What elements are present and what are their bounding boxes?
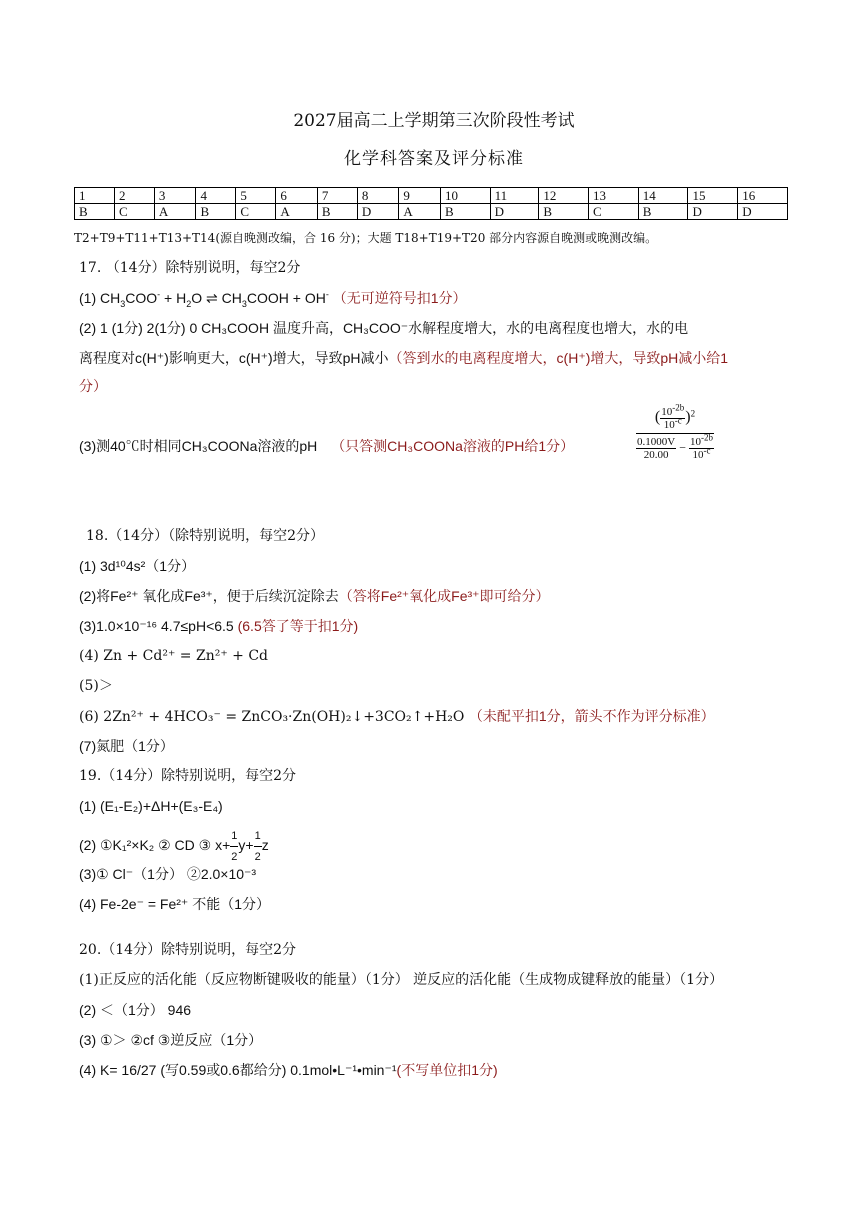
q20-p4-note: (不写单位扣1分): [396, 1062, 498, 1078]
q18-p6-note: （未配平扣1分，箭头不作为评分标准）: [468, 708, 715, 724]
answer-table-answer-cell: C: [589, 204, 639, 220]
q18-part7: (7)氮肥（1分）: [79, 738, 174, 754]
formula-text: -c: [703, 445, 711, 456]
answer-table-number-row: [75, 188, 788, 204]
answer-table-number-cell: 10: [440, 188, 490, 204]
q19-p2-text: z: [261, 837, 269, 854]
q17-p3-text: (3)测40℃时相同CH₃COONa溶液的pH: [79, 438, 318, 454]
q18-p2-note: （答将Fe²⁺氧化成Fe³⁺即可给分）: [338, 588, 550, 604]
source-note: T2+T9+T11+T13+T14(源自晚测改编，合 16 分)；大题 T18+T19+T20 部分内容源自晚测或晚测改编。: [74, 231, 658, 245]
q17-part1: (1) $CH_3COO^- + H_2O$ ⇌ $CH_3COOH + OH^-$ （无可逆符号扣1分）: [79, 289, 467, 309]
q18-part6: [79, 706, 715, 727]
answer-table-answer-cell: B: [196, 204, 236, 220]
q18-p6-text: (6) 2Zn²⁺ + 4HCO₃⁻ = ZnCO₃·Zn(OH)₂↓+3CO₂↑+H₂O: [79, 709, 465, 725]
q17-p2-note: （答到水的电离程度增大，c(H⁺)增大，导致pH减小给1: [388, 350, 729, 366]
answer-table-number-cell: 12: [539, 188, 589, 204]
formula-text: -c: [674, 415, 682, 426]
q17-p1-text: O ⇌ CH: [191, 290, 242, 306]
q17-p1-note: （无可逆符号扣1分）: [332, 290, 467, 306]
answer-table-answer-cell: B: [638, 204, 688, 220]
q17-part2-line2: [79, 348, 728, 368]
answer-table-number-cell: 1: [75, 188, 115, 204]
formula-text: 10: [689, 436, 701, 448]
answer-table-number-cell: 15: [688, 188, 738, 204]
q17-part2-line3: 分）: [79, 378, 107, 394]
answer-table-number-cell: 5: [236, 188, 276, 204]
q18-part4: (4) Zn + Cd²⁺ = Zn²⁺ + Cd: [79, 648, 269, 664]
q18-part5: (5)＞: [79, 678, 113, 694]
q20-part3: (3) ①＞ ②cf ③逆反应（1分）: [79, 1032, 263, 1048]
q20-p4-text: (4) K= 16/27 (写0.59或0.6都给分) 0.1mol•L⁻¹•min⁻¹: [79, 1062, 397, 1078]
answer-table-number-cell: 2: [114, 188, 154, 204]
answer-table-number-cell: 7: [317, 188, 357, 204]
formula-text: 1: [230, 826, 238, 847]
q18-part3: [79, 616, 358, 636]
formula-text: −: [679, 440, 686, 455]
answer-table-answer-cell: B: [440, 204, 490, 220]
formula-text: 10: [692, 449, 704, 461]
answer-table-answer-cell: A: [154, 204, 196, 220]
q18-p3-note: (6.5答了等于扣1分): [237, 618, 359, 634]
answer-table-number-cell: 9: [399, 188, 441, 204]
formula-text: -2b: [700, 432, 713, 443]
q19-part1: (1) (E₁-E₂)+ΔH+(E₃-E₄): [79, 798, 223, 814]
answer-table-answer-cell: B: [539, 204, 589, 220]
q18-heading: 18.（14分）（除特别说明，每空2分）: [86, 528, 324, 544]
q20-part4: [79, 1060, 498, 1080]
answer-table-answer-cell: B: [75, 204, 115, 220]
formula-text: 10: [661, 406, 673, 418]
answer-table: [74, 187, 788, 220]
q20-part1: (1)正反应的活化能（反应物断键吸收的能量）（1分） 逆反应的活化能（生成物成键释放的能量）（1分）: [79, 972, 724, 988]
q19-part4: (4) Fe-2e⁻ = Fe²⁺ 不能（1分）: [79, 896, 270, 912]
q17-p1-text: COOH + OH: [246, 290, 326, 306]
formula-text: 10: [663, 419, 675, 431]
q19-part3: (3)① Cl⁻（1分） ②2.0×10⁻³: [79, 866, 257, 882]
answer-table-answer-cell: C: [236, 204, 276, 220]
q19-p2-text: (2) ①K₁²×K₂ ② CD ③ x+: [79, 837, 231, 854]
answer-table-number-cell: 3: [154, 188, 196, 204]
answer-table-answer-row: [75, 204, 788, 220]
answer-table-answer-cell: A: [399, 204, 441, 220]
answer-table-number-cell: 6: [276, 188, 318, 204]
formula-text: 2: [690, 408, 696, 419]
answer-table-answer-cell: D: [357, 204, 399, 220]
q17-heading: 17. （14分）除特别说明，每空2分: [79, 260, 301, 276]
q17-formula: ( $\frac{10^{-2b}}{10^{-c}}$ )$^2$ $\frac{0.1000V}{20.00}$ − $\frac{10^{-2b}}{10^{-c}}$: [637, 402, 713, 461]
answer-table-answer-cell: D: [688, 204, 738, 220]
q17-part2-line1: (2) 1 (1分) 2(1分) 0 CH₃COOH 温度升高，CH₃COO⁻水解程度增大，水的电离程度也增大，水的电: [79, 320, 689, 336]
answer-table-number-cell: 8: [357, 188, 399, 204]
answer-table-number-cell: 14: [638, 188, 688, 204]
page-title: 2027届高二上学期第三次阶段性考试: [293, 111, 575, 131]
answer-table-answer-cell: B: [317, 204, 357, 220]
formula-text: 0.1000V: [637, 436, 676, 448]
answer-table-number-cell: 13: [589, 188, 639, 204]
q18-p2-text: (2)将Fe²⁺ 氧化成Fe³⁺，便于后续沉淀除去: [79, 588, 339, 604]
answer-table-answer-cell: D: [738, 204, 788, 220]
q17-part3: [79, 436, 574, 456]
q18-part1: (1) 3d¹⁰4s²（1分）: [79, 558, 196, 574]
answer-table-answer-cell: A: [276, 204, 318, 220]
answer-table-number-cell: 11: [490, 188, 539, 204]
q18-part2: [79, 586, 550, 606]
formula-text: 20.00: [643, 449, 669, 461]
answer-table-number-cell: 4: [196, 188, 236, 204]
formula-text: -2b: [672, 402, 685, 413]
q17-p1-text: (1) CH: [79, 290, 121, 306]
q17-p2-text: 离程度对c(H⁺)影响更大，c(H⁺)增大，导致pH减小: [79, 350, 389, 366]
q20-part2: (2) ＜（1分） 946: [79, 1002, 192, 1018]
q17-p3-note: （只答测CH₃COONa溶液的PH给1分）: [331, 438, 575, 454]
formula-text: 2: [231, 851, 238, 863]
q20-heading: 20.（14分）除特别说明，每空2分: [79, 942, 296, 958]
answer-table-answer-cell: D: [490, 204, 539, 220]
q19-part2: [79, 826, 269, 867]
q17-p1-text: + H: [160, 290, 187, 306]
answer-table-number-cell: 16: [738, 188, 788, 204]
q19-heading: 19.（14分）除特别说明，每空2分: [79, 768, 296, 784]
page-subtitle: 化学科答案及评分标准: [344, 149, 524, 169]
q18-p3-text: (3)1.0×10⁻¹⁶ 4.7≤pH<6.5: [79, 618, 234, 634]
formula-text: 1: [254, 826, 262, 847]
q19-p2-text: y+: [238, 837, 254, 854]
formula-text: 2: [254, 851, 261, 863]
q17-p1-text: COO: [125, 290, 158, 306]
answer-table-answer-cell: C: [114, 204, 154, 220]
